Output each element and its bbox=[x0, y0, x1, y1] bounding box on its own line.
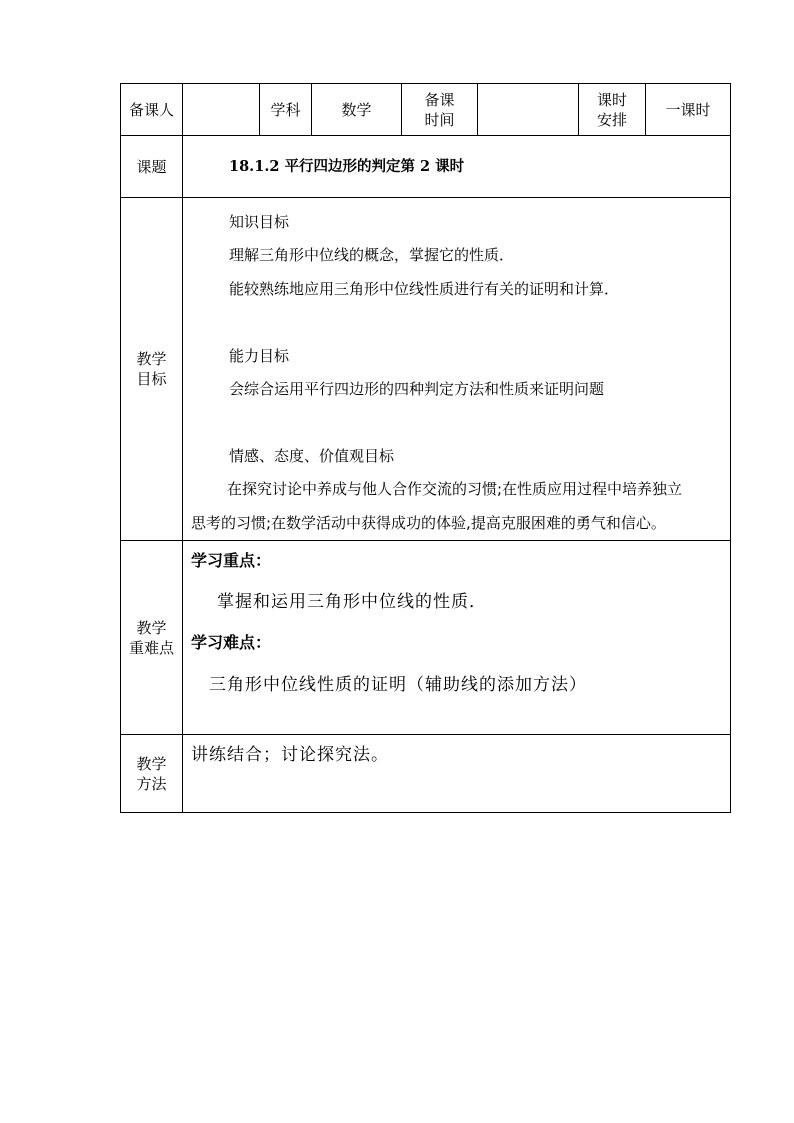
subject-value: 数学 bbox=[312, 84, 402, 136]
method-label-line1: 教学 bbox=[136, 754, 167, 773]
objectives-content bbox=[183, 198, 731, 541]
subject-label: 学科 bbox=[260, 84, 312, 136]
topic-label: 课题 bbox=[121, 136, 183, 198]
schedule-label-line2: 安排 bbox=[596, 110, 627, 129]
schedule-label bbox=[579, 84, 646, 136]
method-value: 讲练结合；讨论探究法。 bbox=[183, 735, 731, 813]
topic-value: 18.1.2 平行四边形的判定第 2 课时 bbox=[183, 136, 731, 198]
prep-time-label-line2: 时间 bbox=[424, 110, 455, 129]
key-points-label-line1: 教学 bbox=[136, 618, 167, 637]
emotion-heading: 情感、态度、价值观目标 bbox=[229, 446, 395, 465]
key-points-label-line2: 重难点 bbox=[128, 638, 174, 657]
ability-heading: 能力目标 bbox=[229, 346, 290, 365]
preparer-value bbox=[183, 84, 260, 136]
focus-heading: 学习重点： bbox=[191, 551, 272, 571]
difficulty-heading: 学习难点： bbox=[191, 633, 272, 653]
knowledge-heading: 知识目标 bbox=[229, 213, 290, 231]
knowledge-item-1: 理解三角形中位线的概念，掌握它的性质． bbox=[229, 246, 515, 265]
spacer bbox=[191, 306, 726, 339]
objectives-label bbox=[121, 198, 183, 541]
prep-time-label-line1: 备课 bbox=[424, 90, 455, 109]
objectives-label-line2: 目标 bbox=[136, 370, 167, 389]
key-points-label bbox=[121, 541, 183, 735]
prep-time-value bbox=[478, 84, 579, 136]
lesson-plan-table bbox=[120, 83, 731, 813]
emotion-line-1: 在探究讨论中养成与他人合作交流的习惯;在性质应用过程中培养独立 bbox=[227, 480, 683, 499]
ability-item-1: 会综合运用平行四边形的四种判定方法和性质来证明问题 bbox=[229, 380, 605, 399]
focus-text: 掌握和运用三角形中位线的性质． bbox=[217, 592, 487, 613]
schedule-label-line1: 课时 bbox=[596, 90, 627, 109]
knowledge-item-2: 能较熟练地应用三角形中位线性质进行有关的证明和计算． bbox=[229, 279, 620, 298]
method-label bbox=[121, 735, 183, 813]
key-points-content bbox=[183, 541, 731, 735]
header-row bbox=[121, 84, 731, 136]
preparer-label: 备课人 bbox=[121, 84, 183, 136]
topic-row bbox=[121, 136, 731, 198]
difficulty-text: 三角形中位线性质的证明（辅助线的添加方法） bbox=[209, 675, 587, 696]
prep-time-label bbox=[402, 84, 478, 136]
method-row bbox=[121, 735, 731, 813]
objectives-row bbox=[121, 198, 731, 541]
spacer bbox=[191, 406, 726, 439]
objectives-label-line1: 教学 bbox=[136, 350, 167, 369]
key-points-row bbox=[121, 541, 731, 735]
emotion-line-2: 思考的习惯;在数学活动中获得成功的体验,提高克服困难的勇气和信心。 bbox=[191, 513, 666, 532]
method-label-line2: 方法 bbox=[136, 774, 167, 793]
schedule-value: 一课时 bbox=[646, 84, 731, 136]
